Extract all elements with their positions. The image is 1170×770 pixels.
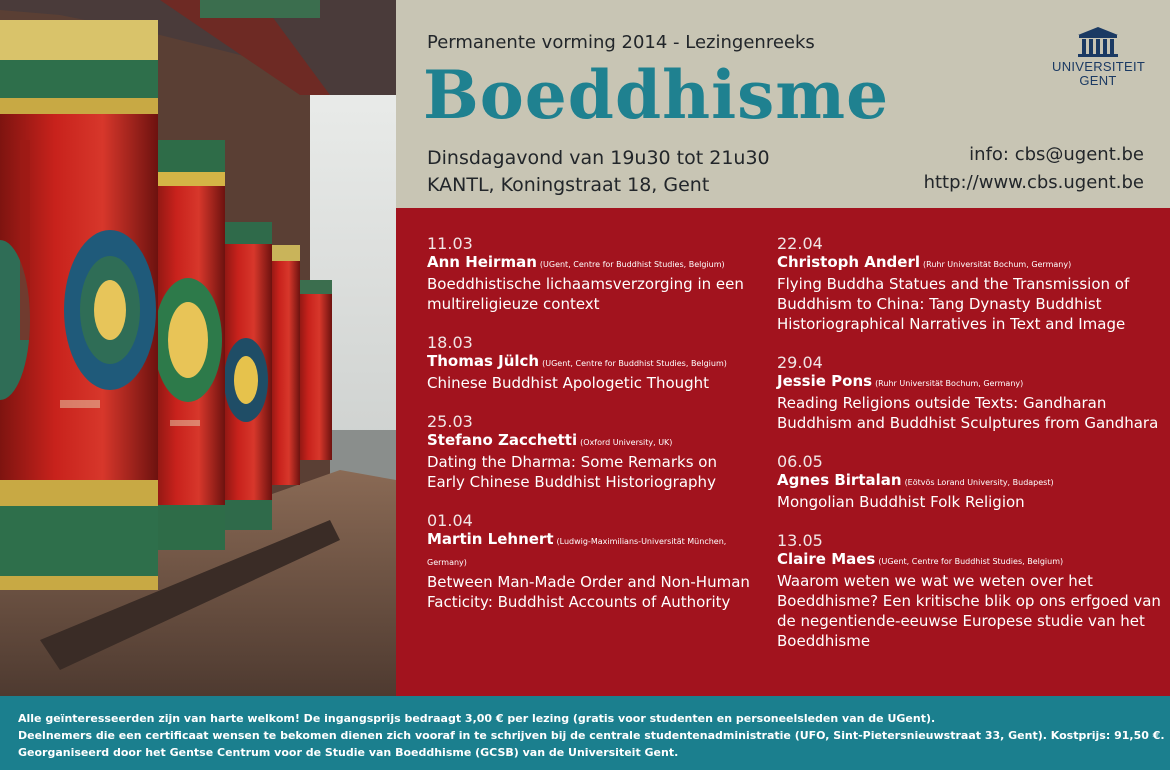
- footer: [0, 696, 1170, 770]
- lecture-topic: Waarom weten we wat we weten over het Boeddhisme? Een kritische blik op ons erfgoed van de negentiende-eeuwse Europese studie van het Boeddhisme: [777, 572, 1161, 650]
- lecture-date: 13.05: [777, 531, 823, 550]
- lecture-affiliation: (Ruhr Universität Bochum, Germany): [923, 260, 1072, 269]
- lecture-speaker: Ann Heirman: [427, 253, 537, 271]
- footer-line-organizer: Georganiseerd door het Gentse Centrum voor de Studie van Boeddhisme (GCSB) van de Universiteit Gent.: [18, 746, 679, 759]
- lecture-speaker-line: [777, 471, 1162, 492]
- lecture-speaker-line: [777, 550, 1162, 571]
- lecture-item: [777, 452, 1162, 512]
- footer-line-certificate: Deelnemers die een certificaat wensen te bekomen dienen zich vooraf in te schrijven bij de centrale studentenadministratie (UFO, Sint-Pietersnieuwstraat 33, Gent). Kostprijs: 91,50 €.: [18, 729, 1165, 742]
- event-time: Dinsdagavond van 19u30 tot 21u30: [427, 147, 770, 169]
- lecture-topic: Flying Buddha Statues and the Transmission of Buddhism to China: Tang Dynasty Buddhist Historiographical Narratives in Text and Image: [777, 275, 1130, 333]
- contact-url[interactable]: http://www.cbs.ugent.be: [923, 172, 1144, 193]
- lecture-topic: Chinese Buddhist Apologetic Thought: [427, 374, 710, 392]
- lecture-speaker: Agnes Birtalan: [777, 471, 902, 489]
- lecture-speaker-line: [427, 530, 757, 572]
- lecture-affiliation: (Eötvös Lorand University, Budapest): [904, 478, 1054, 487]
- lecture-date: 01.04: [427, 511, 473, 530]
- logo-line-1: UNIVERSITEIT: [1052, 59, 1146, 74]
- footer-line-welcome: Alle geïnteresseerden zijn van harte welkom! De ingangsprijs bedraagt 3,00 € per lezing (gratis voor studenten en personeelsleden van de UGent).: [18, 712, 936, 725]
- lecture-speaker: Christoph Anderl: [777, 253, 921, 271]
- prayer-wheels-photo: [0, 0, 396, 696]
- temple-icon: [1076, 26, 1120, 60]
- lecture-affiliation: (UGent, Centre for Buddhist Studies, Belgium): [539, 260, 725, 269]
- lecture-item: [427, 333, 757, 393]
- program-column-right: [777, 234, 1162, 670]
- lecture-topic: Boeddhistische lichaamsverzorging in een multireligieuze context: [427, 275, 744, 313]
- lecture-date: 06.05: [777, 452, 823, 471]
- lecture-speaker: Martin Lehnert: [427, 530, 554, 548]
- lecture-speaker-line: [777, 253, 1162, 274]
- logo-line-2: GENT: [1079, 73, 1117, 88]
- page-title: Boeddhisme: [423, 56, 890, 134]
- lecture-speaker-line: [427, 352, 757, 373]
- lecture-speaker-line: [427, 253, 757, 274]
- lecture-date: 29.04: [777, 353, 823, 372]
- series-subtitle: Permanente vorming 2014 - Lezingenreeks: [427, 32, 815, 53]
- event-details: [427, 145, 770, 199]
- event-location: KANTL, Koningstraat 18, Gent: [427, 174, 710, 196]
- lecture-speaker-line: [777, 372, 1162, 393]
- header: [396, 0, 1170, 208]
- lecture-affiliation: (UGent, Centre for Buddhist Studies, Belgium): [542, 359, 727, 368]
- lecture-date: 18.03: [427, 333, 473, 352]
- lecture-item: [427, 412, 757, 492]
- contact-info: [924, 141, 1144, 197]
- lecture-speaker: Stefano Zacchetti: [427, 431, 578, 449]
- lecture-topic: Dating the Dharma: Some Remarks on Early Chinese Buddhist Historiography: [427, 453, 717, 491]
- lecture-topic: Reading Religions outside Texts: Gandharan Buddhism and Buddhist Sculptures from Gandhara: [777, 394, 1159, 432]
- lecture-topic: Between Man-Made Order and Non-Human Facticity: Buddhist Accounts of Authority: [427, 573, 750, 611]
- lecture-affiliation: (Ruhr Universität Bochum, Germany): [875, 379, 1024, 388]
- lecture-item: [777, 234, 1162, 334]
- lecture-item: [427, 234, 757, 314]
- lecture-topic: Mongolian Buddhist Folk Religion: [777, 493, 1025, 511]
- lecture-affiliation: (Ludwig-Maximilians-Universität München, Germany): [427, 537, 727, 567]
- lecture-speaker-line: [427, 431, 757, 452]
- lecture-date: 11.03: [427, 234, 473, 253]
- lecture-item: [427, 511, 757, 612]
- lecture-item: [777, 531, 1162, 651]
- university-logo: [1052, 26, 1144, 88]
- lecture-item: [777, 353, 1162, 433]
- contact-email[interactable]: info: cbs@ugent.be: [969, 144, 1144, 165]
- lecture-speaker: Jessie Pons: [777, 372, 873, 390]
- lecture-speaker: Claire Maes: [777, 550, 876, 568]
- lecture-date: 25.03: [427, 412, 473, 431]
- lecture-speaker: Thomas Jülch: [427, 352, 540, 370]
- lecture-affiliation: (UGent, Centre for Buddhist Studies, Belgium): [878, 557, 1064, 566]
- lecture-date: 22.04: [777, 234, 823, 253]
- lecture-affiliation: (Oxford University, UK): [580, 438, 673, 447]
- lecture-program: [396, 208, 1170, 696]
- program-column-left: [427, 234, 757, 631]
